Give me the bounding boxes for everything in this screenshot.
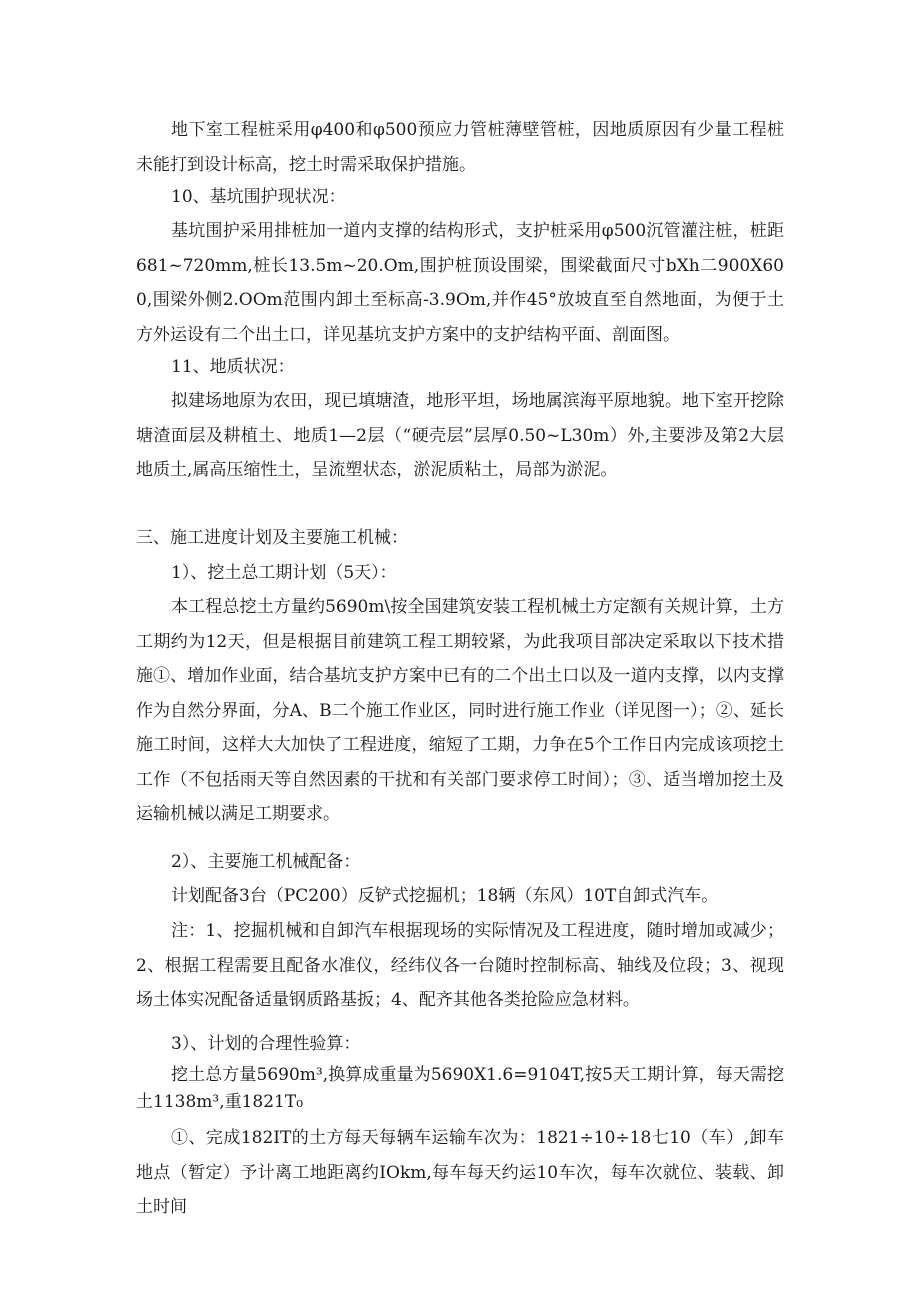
paragraph-machinery: 计划配备3台（PC200）反铲式挖掘机；18辆（东风）10T自卸式汽车。	[171, 886, 719, 906]
paragraph-period-plan: 本工程总挖土方量约5690m\按全国建筑安装工程机械土方定额有关规计算，土方工期约为12天，但是根据目前建筑工程工期较紧，为此我项目部决定采取以下技术措施①、增加作业面，结合基坑支护方案中已有的二个出土口以及一道内支撑，以内支撑作为自然分界面，分A、B二个施工作业区，同时进行施工作业（详见图一）；②、延长施工时间，这样大大加快了工程进度，缩短了工期，力争在5个工作日内完成该项挖土工作（不包括雨天等自然因素的干扰和有关部门要求停工时间）；③、适当增加挖土及运输机械以满足工期要求。	[136, 597, 784, 824]
heading-pit-support: 10、基坑围护现状况：	[171, 187, 346, 207]
paragraph-pit-support: 基坑围护采用排桩加一道内支撑的结构形式，支护桩采用φ500沉管灌注桩，桩距681~720mm,桩长13.5m~20.Om,围护桩顶设围梁，围梁截面尺寸bXh二900X600,围梁外侧2.OOm范围内卸土至标高-3.9Om,并作45°放坡直至自然地面，为便于土方外运设有二个出土口，详见基坑支护方案中的支护结构平面、剖面图。	[136, 221, 784, 345]
subheading-machinery: 2）、主要施工机械配备：	[171, 852, 361, 872]
subheading-total-period: 1）、挖土总工期计划（5天）：	[171, 563, 397, 583]
heading-geology: 11、地质状况：	[171, 357, 295, 377]
subheading-verification: 3）、计划的合理性验算：	[171, 1034, 361, 1054]
paragraph-geology: 拟建场地原为农田，现已填塘渣，地形平坦，场地属滨海平原地貌。地下室开挖除塘渣面层及耕植土、地质1—2层（“硬壳层”层厚0.50~L30m）外,主要涉及第2大层地质土,属高压缩性土，呈流塑状态，淤泥质粘土，局部为淤泥。	[136, 391, 784, 480]
paragraph-piles: 地下室工程桩采用φ400和φ500预应力管桩薄壁管桩，因地质原因有少量工程桩未能打到设计标高，挖土时需采取保护措施。	[136, 120, 784, 175]
paragraph-notes: 注：1、挖掘机械和自卸汽车根据现场的实际情况及工程进度，随时增加或减少；2、根据工程需要且配备水准仪，经纬仪各一台随时控制标高、轴线及位段；3、视现场土体实况配备适量钢质路基扳；4、配齐其他各类抢险应急材料。	[136, 921, 784, 1010]
paragraph-transport: ①、完成182IT的土方每天每辆车运输车次为：1821÷10÷18七10（车）,卸车地点（暂定）予计离工地距离约IOkm,每车每天约运10车次，每车次就位、装载、卸土时间	[136, 1128, 784, 1217]
paragraph-volume: 挖土总方量5690m³,换算成重量为5690X1.6=9104T,按5天工期计算，每天需挖土1138m³,重1821T₀	[136, 1065, 784, 1112]
section-title-schedule: 三、施工进度计划及主要施工机械：	[136, 528, 408, 548]
